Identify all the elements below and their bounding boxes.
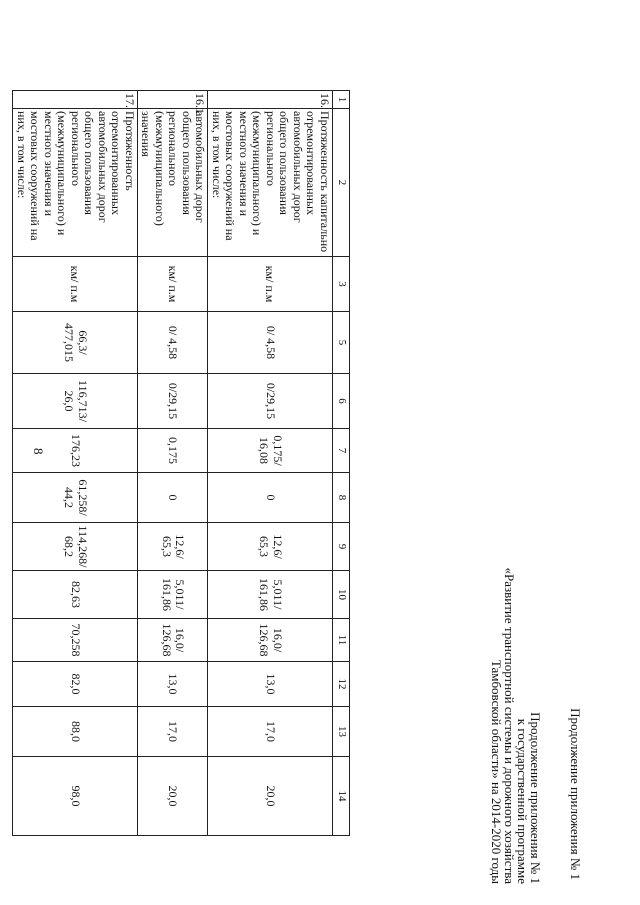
col-header: 14: [333, 757, 350, 836]
col-header: 9: [333, 523, 350, 571]
row-value: 0: [208, 473, 333, 523]
row-value: 0,175/ 16,08: [208, 429, 333, 473]
continuation-label: Продолжение приложения № 1: [568, 708, 583, 880]
row-value: 13,0: [138, 662, 209, 707]
row-value: 5,011/ 161,86: [138, 571, 209, 619]
row-value: 0/29,15: [138, 374, 209, 429]
row-value: 17,0: [138, 707, 209, 757]
col-header: 6: [333, 374, 350, 429]
col-header: 7: [333, 429, 350, 473]
row-value: 70,258: [13, 619, 138, 662]
row-indicator-name: Протяженность капитально отремонтированных автомобильных дорог общего пользования регионального (межмуниципального) и местного значения и мостовых сооружений на них, в том числе:: [208, 109, 333, 257]
col-header: 8: [333, 473, 350, 523]
table-row: [208, 91, 333, 836]
row-value: 61,258/ 44,2: [13, 473, 138, 523]
caption-line: Тамбовской области» на 2014-2020 годы: [489, 659, 504, 884]
row-value: 0/ 4,58: [208, 312, 333, 374]
row-value: 20,0: [208, 757, 333, 836]
row-value: 20,0: [138, 757, 209, 836]
row-value: 114,268/ 68,2: [13, 523, 138, 571]
appendix-caption: [490, 568, 542, 884]
caption-line: Продолжение приложения № 1: [528, 712, 543, 884]
row-value: 16,0/ 126,68: [138, 619, 209, 662]
row-value: 116,713/ 26,0: [13, 374, 138, 429]
row-value: 88,0: [13, 707, 138, 757]
row-value: 16,0/ 126,68: [208, 619, 333, 662]
col-header: 2: [333, 109, 350, 257]
row-value: 17,0: [208, 707, 333, 757]
row-value: 13,0: [208, 662, 333, 707]
col-header: 5: [333, 312, 350, 374]
caption-line: «Развитие транспортной системы и дорожного хозяйства: [502, 567, 517, 884]
table-row: [13, 91, 138, 836]
row-value: 12,6/ 65,3: [208, 523, 333, 571]
row-unit: км/ п.м: [138, 257, 209, 312]
col-header: 3: [333, 257, 350, 312]
row-unit: км/ п.м: [13, 257, 138, 312]
row-value: 176,23: [13, 429, 138, 473]
header-row: [333, 91, 350, 836]
row-value: 0,175: [138, 429, 209, 473]
page-number: 8: [31, 448, 46, 455]
row-value: 98,0: [13, 757, 138, 836]
row-value: 0/29,15: [208, 374, 333, 429]
col-header: 11: [333, 619, 350, 662]
rotated-document-page: [10, 20, 630, 900]
col-header: 13: [333, 707, 350, 757]
row-value: 5,011/ 161,86: [208, 571, 333, 619]
col-header: 1: [333, 91, 350, 109]
row-value: 0/ 4,58: [138, 312, 209, 374]
col-header: 12: [333, 662, 350, 707]
caption-line: к государственной программе: [515, 718, 530, 884]
indicators-table: [13, 90, 351, 836]
row-unit: км/ п.м: [208, 257, 333, 312]
col-header: 10: [333, 571, 350, 619]
table-row: [138, 91, 209, 836]
row-value: 82,0: [13, 662, 138, 707]
row-number: 17.: [13, 91, 138, 109]
row-number: 16.: [208, 91, 333, 109]
row-value: 12,6/ 65,3: [138, 523, 209, 571]
row-value: 0: [138, 473, 209, 523]
row-indicator-name: автомобильных дорог общего пользования регионального (межмуниципального) значения: [138, 109, 209, 257]
row-value: 82,63: [13, 571, 138, 619]
row-indicator-name: Протяженность отремонтированных автомобильных дорог общего пользования регионального (межмуниципального) и местного значения и мостовых сооружений на них, в том числе:: [13, 109, 138, 257]
row-number: 16.1: [138, 91, 209, 109]
row-value: 66,3/ 477,015: [13, 312, 138, 374]
